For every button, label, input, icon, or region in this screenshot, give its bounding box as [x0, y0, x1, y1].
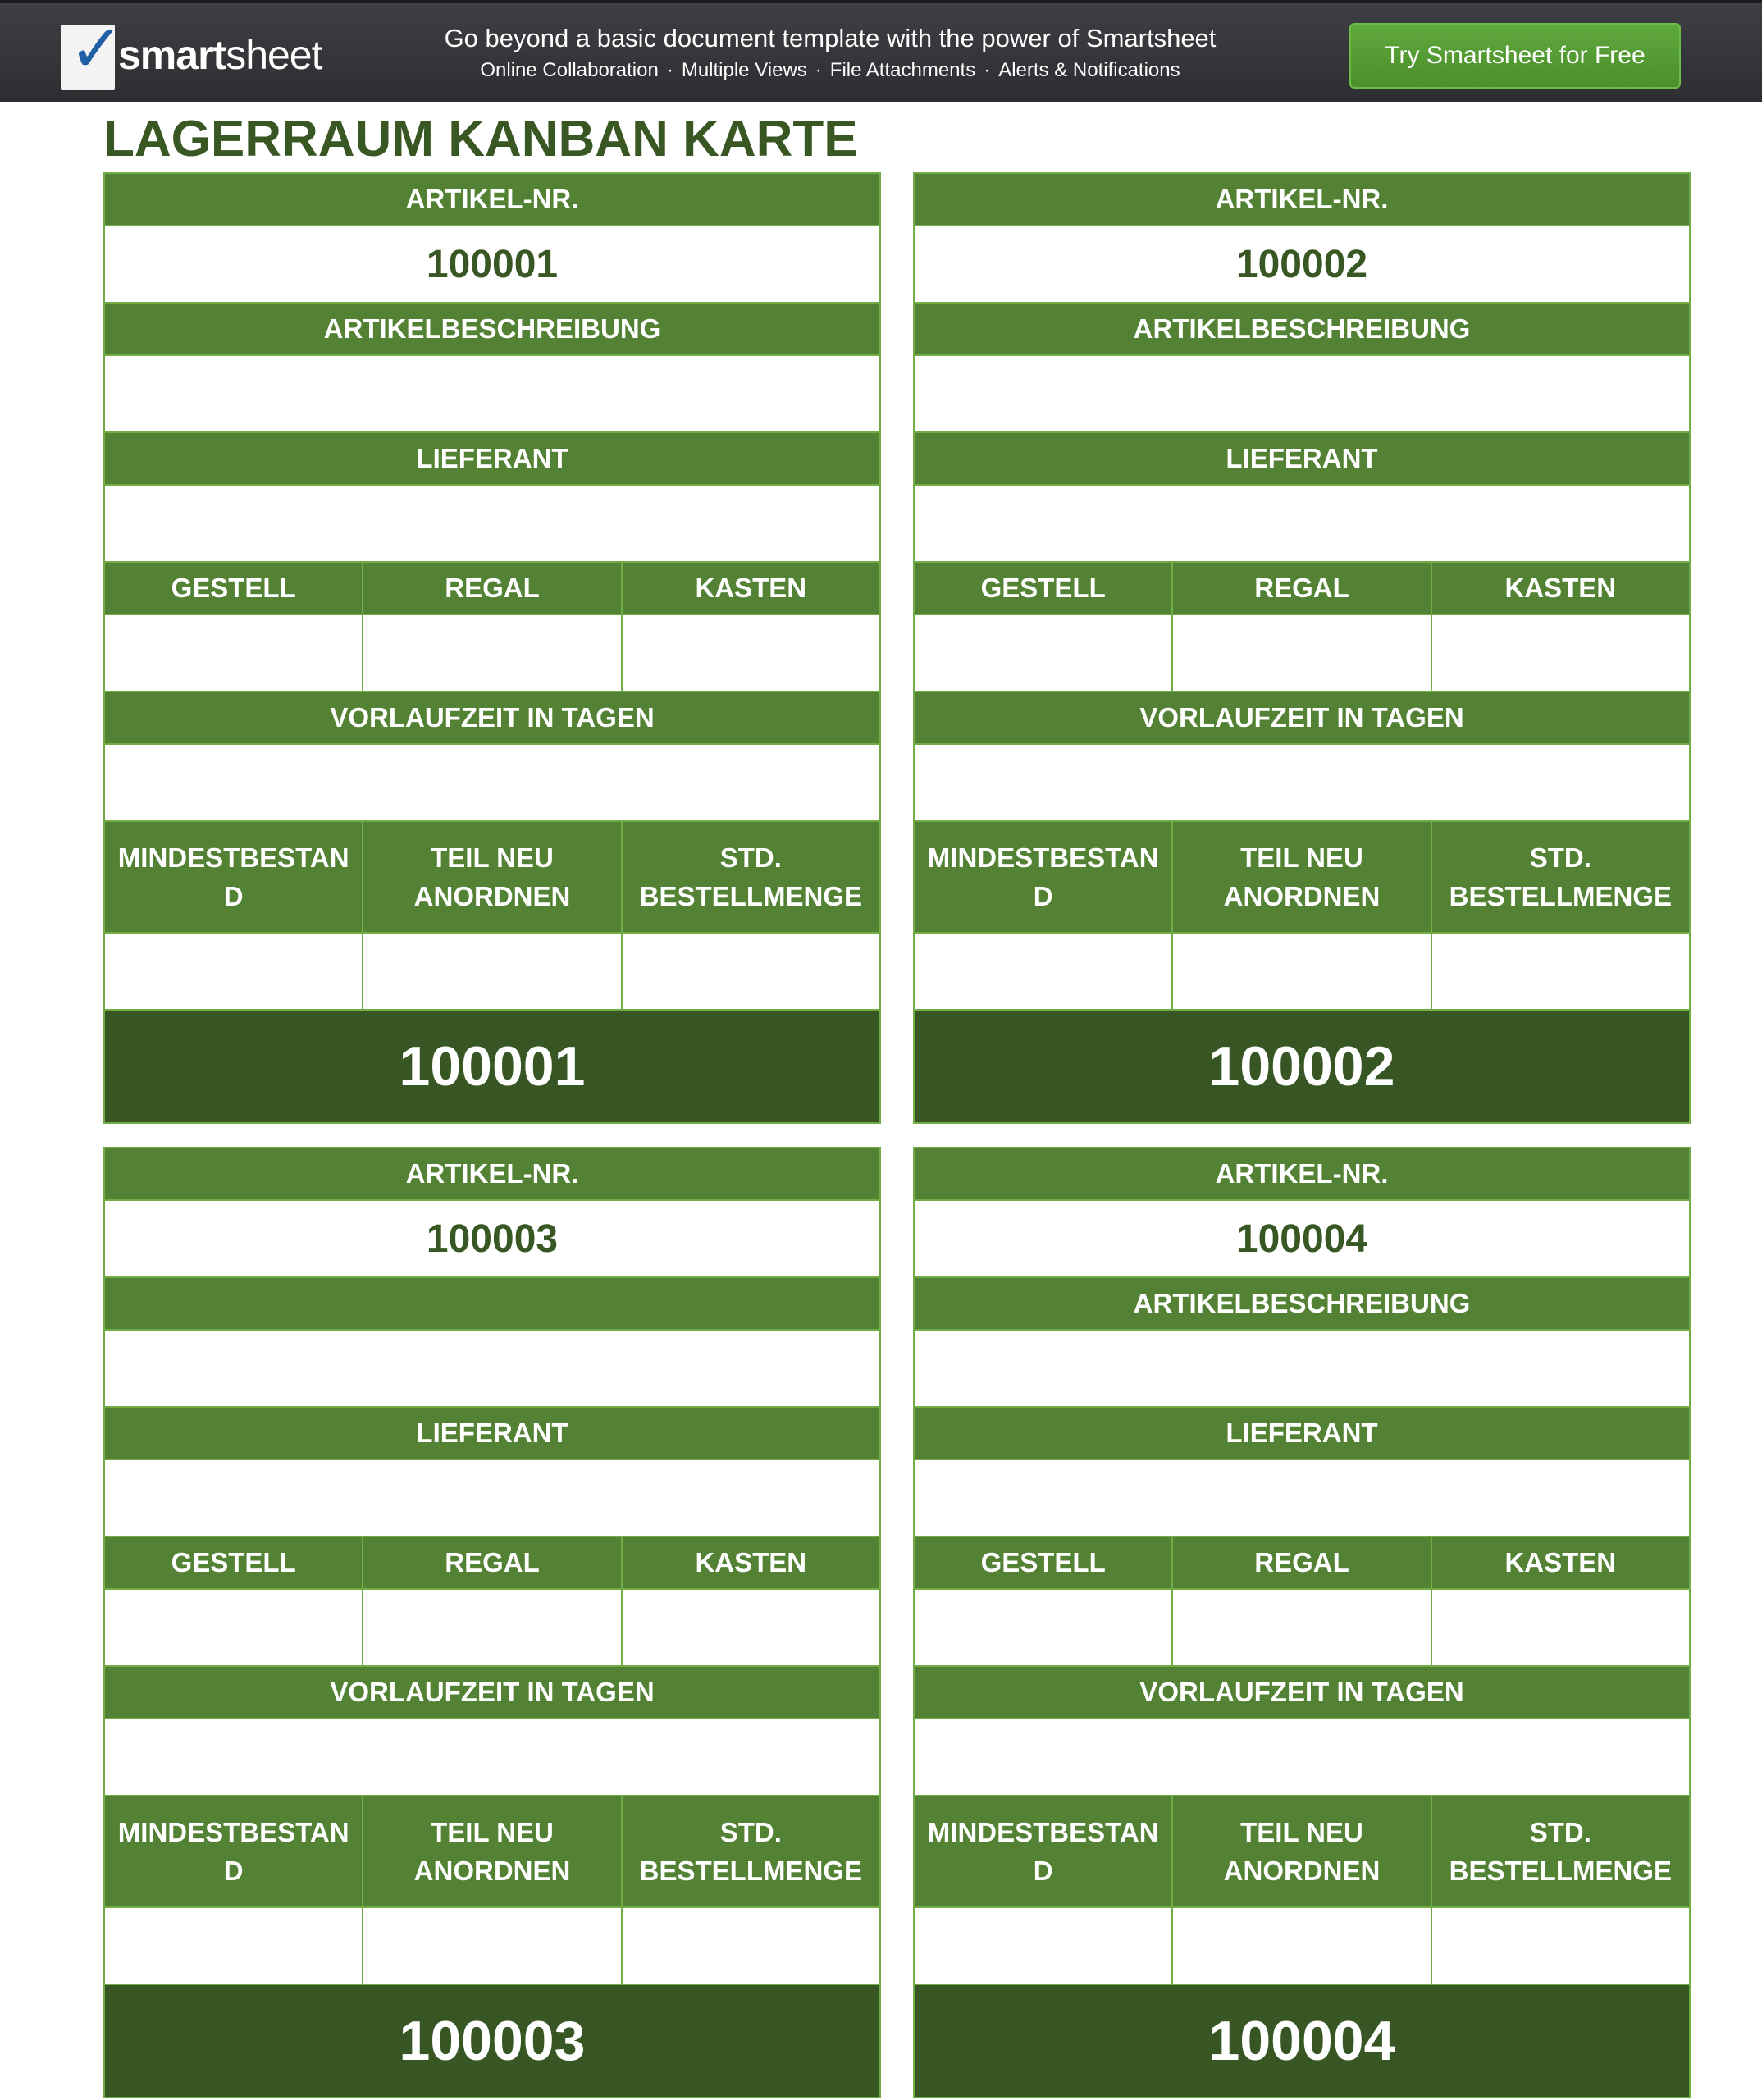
supplier-header-row — [105, 1408, 879, 1460]
lead-time-field[interactable] — [915, 1719, 1689, 1795]
bin-label: KASTEN — [1431, 1537, 1689, 1588]
lead-time-label: VORLAUFZEIT IN TAGEN — [105, 1667, 879, 1718]
reorder-label: TEIL NEU ANORDNEN — [1171, 1796, 1430, 1906]
item-no-value-row — [105, 1201, 879, 1278]
promo-headline: Go beyond a basic document template with the power of Smartsheet — [444, 24, 1217, 52]
quantity-value-row — [105, 934, 879, 1011]
logo-wordmark: smartsheet — [118, 32, 322, 78]
item-no-field[interactable]: 100004 — [915, 1201, 1689, 1276]
item-no-value-row — [915, 226, 1689, 304]
feature-item: Online Collaboration — [480, 59, 659, 81]
supplier-field[interactable] — [105, 1460, 879, 1536]
shelf-field[interactable] — [362, 615, 620, 691]
bin-label: KASTEN — [621, 563, 879, 614]
description-label — [105, 1278, 879, 1329]
description-value-row — [915, 1331, 1689, 1408]
quantity-header-row — [105, 1796, 879, 1908]
kanban-card — [103, 172, 881, 1124]
min-stock-label: MINDESTBESTAN D — [915, 822, 1171, 932]
lead-time-field[interactable] — [105, 745, 879, 820]
description-label: ARTIKELBESCHREIBUNG — [915, 1278, 1689, 1329]
quantity-value-row — [105, 1908, 879, 1985]
promo-features — [361, 57, 1299, 84]
rack-label: GESTELL — [105, 563, 362, 614]
feature-item: Multiple Views — [681, 59, 807, 81]
std-order-qty-field[interactable] — [621, 1908, 879, 1984]
card-footer-row — [105, 1011, 879, 1122]
card-footer-number: 100004 — [915, 1985, 1689, 2097]
kanban-card — [103, 1147, 881, 2098]
item-no-header-row — [915, 1148, 1689, 1201]
lead-time-value-row — [105, 1719, 879, 1796]
lead-time-label: VORLAUFZEIT IN TAGEN — [105, 692, 879, 743]
lead-time-header-row — [915, 692, 1689, 745]
location-value-row — [915, 615, 1689, 692]
card-footer-row — [915, 1011, 1689, 1122]
description-value-row — [105, 356, 879, 433]
supplier-value-row — [915, 1460, 1689, 1537]
lead-time-value-row — [105, 745, 879, 822]
shelf-field[interactable] — [1171, 615, 1430, 691]
item-no-header-row — [105, 174, 879, 226]
item-no-label: ARTIKEL-NR. — [105, 174, 879, 225]
min-stock-field[interactable] — [915, 1908, 1171, 1984]
item-no-field[interactable]: 100002 — [915, 226, 1689, 302]
shelf-field[interactable] — [362, 1590, 620, 1665]
bin-field[interactable] — [1431, 615, 1689, 691]
page-title: LAGERRAUM KANBAN KARTE — [103, 111, 858, 167]
bin-field[interactable] — [621, 1590, 879, 1665]
item-no-label: ARTIKEL-NR. — [915, 1148, 1689, 1199]
std-order-qty-label: STD. BESTELLMENGE — [621, 822, 879, 932]
std-order-qty-field[interactable] — [1431, 1908, 1689, 1984]
bin-field[interactable] — [621, 615, 879, 691]
description-value-row — [105, 1331, 879, 1408]
std-order-qty-label: STD. BESTELLMENGE — [621, 1796, 879, 1906]
quantity-value-row — [915, 934, 1689, 1011]
lead-time-field[interactable] — [915, 745, 1689, 820]
item-no-label: ARTIKEL-NR. — [105, 1148, 879, 1199]
try-smartsheet-button[interactable]: Try Smartsheet for Free — [1349, 23, 1681, 89]
supplier-header-row — [105, 433, 879, 486]
shelf-label: REGAL — [1171, 563, 1430, 614]
supplier-field[interactable] — [915, 486, 1689, 561]
item-no-label: ARTIKEL-NR. — [915, 174, 1689, 225]
lead-time-value-row — [915, 1719, 1689, 1796]
rack-field[interactable] — [915, 1590, 1171, 1665]
item-no-value-row — [915, 1201, 1689, 1278]
rack-field[interactable] — [105, 1590, 362, 1665]
supplier-label: LIEFERANT — [105, 433, 879, 484]
card-footer-number: 100001 — [105, 1011, 879, 1122]
promo-banner — [0, 0, 1762, 102]
lead-time-value-row — [915, 745, 1689, 822]
reorder-label: TEIL NEU ANORDNEN — [362, 1796, 620, 1906]
lead-time-header-row — [105, 692, 879, 745]
kanban-card — [913, 172, 1691, 1124]
reorder-label: TEIL NEU ANORDNEN — [362, 822, 620, 932]
supplier-value-row — [105, 486, 879, 563]
location-value-row — [105, 615, 879, 692]
item-no-header-row — [915, 174, 1689, 226]
kanban-card — [913, 1147, 1691, 2098]
rack-field[interactable] — [105, 615, 362, 691]
rack-field[interactable] — [915, 615, 1171, 691]
min-stock-field[interactable] — [105, 1908, 362, 1984]
reorder-field[interactable] — [1171, 1908, 1430, 1984]
shelf-label: REGAL — [362, 563, 620, 614]
shelf-label: REGAL — [1171, 1537, 1430, 1588]
promo-text — [361, 21, 1299, 84]
supplier-label: LIEFERANT — [105, 1408, 879, 1459]
feature-separator: · — [815, 59, 822, 81]
location-header-row — [915, 1537, 1689, 1590]
supplier-value-row — [105, 1460, 879, 1537]
supplier-field[interactable] — [915, 1460, 1689, 1536]
std-order-qty-field[interactable] — [621, 934, 879, 1009]
quantity-value-row — [915, 1908, 1689, 1985]
feature-item: File Attachments — [829, 59, 976, 81]
reorder-field[interactable] — [362, 1908, 620, 1984]
rack-label: GESTELL — [105, 1537, 362, 1588]
description-label: ARTIKELBESCHREIBUNG — [915, 304, 1689, 354]
feature-item: Alerts & Notifications — [998, 59, 1180, 81]
min-stock-field[interactable] — [105, 934, 362, 1009]
description-field[interactable] — [105, 1331, 879, 1406]
supplier-value-row — [915, 486, 1689, 563]
item-no-field[interactable]: 100001 — [105, 226, 879, 302]
card-footer-row — [105, 1985, 879, 2097]
lead-time-field[interactable] — [105, 1719, 879, 1795]
bin-label: KASTEN — [1431, 563, 1689, 614]
supplier-header-row — [915, 1408, 1689, 1460]
reorder-field[interactable] — [362, 934, 620, 1009]
rack-label: GESTELL — [915, 1537, 1171, 1588]
min-stock-label: MINDESTBESTAN D — [105, 1796, 362, 1906]
reorder-field[interactable] — [1171, 934, 1430, 1009]
item-no-header-row — [105, 1148, 879, 1201]
std-order-qty-label: STD. BESTELLMENGE — [1431, 1796, 1689, 1906]
item-no-field[interactable]: 100003 — [105, 1201, 879, 1276]
card-footer-row — [915, 1985, 1689, 2097]
location-header-row — [105, 1537, 879, 1590]
shelf-label: REGAL — [362, 1537, 620, 1588]
rack-label: GESTELL — [915, 563, 1171, 614]
card-footer-number: 100003 — [105, 1985, 879, 2097]
quantity-header-row — [105, 822, 879, 934]
lead-time-header-row — [915, 1667, 1689, 1719]
feature-separator: · — [666, 59, 673, 81]
description-field[interactable] — [915, 1331, 1689, 1406]
supplier-label: LIEFERANT — [915, 1408, 1689, 1459]
location-header-row — [915, 563, 1689, 615]
location-header-row — [105, 563, 879, 615]
description-field[interactable] — [105, 356, 879, 431]
std-order-qty-field[interactable] — [1431, 934, 1689, 1009]
supplier-header-row — [915, 433, 1689, 486]
location-value-row — [915, 1590, 1689, 1667]
supplier-field[interactable] — [105, 486, 879, 561]
lead-time-label: VORLAUFZEIT IN TAGEN — [915, 1667, 1689, 1718]
min-stock-label: MINDESTBESTAN D — [915, 1796, 1171, 1906]
min-stock-field[interactable] — [915, 934, 1171, 1009]
quantity-header-row — [915, 822, 1689, 934]
checkmark-icon: ✓ — [69, 11, 125, 87]
smartsheet-logo[interactable] — [61, 11, 322, 95]
description-value-row — [915, 356, 1689, 433]
card-footer-number: 100002 — [915, 1011, 1689, 1122]
lead-time-label: VORLAUFZEIT IN TAGEN — [915, 692, 1689, 743]
reorder-label: TEIL NEU ANORDNEN — [1171, 822, 1430, 932]
description-field[interactable] — [915, 356, 1689, 431]
description-header-row — [105, 304, 879, 356]
description-label: ARTIKELBESCHREIBUNG — [105, 304, 879, 354]
item-no-value-row — [105, 226, 879, 304]
lead-time-header-row — [105, 1667, 879, 1719]
min-stock-label: MINDESTBESTAN D — [105, 822, 362, 932]
shelf-field[interactable] — [1171, 1590, 1430, 1665]
std-order-qty-label: STD. BESTELLMENGE — [1431, 822, 1689, 932]
location-value-row — [105, 1590, 879, 1667]
description-header-row — [915, 1278, 1689, 1331]
quantity-header-row — [915, 1796, 1689, 1908]
feature-separator: · — [984, 59, 991, 81]
description-header-row — [915, 304, 1689, 356]
bin-label: KASTEN — [621, 1537, 879, 1588]
description-header-row — [105, 1278, 879, 1331]
supplier-label: LIEFERANT — [915, 433, 1689, 484]
bin-field[interactable] — [1431, 1590, 1689, 1665]
